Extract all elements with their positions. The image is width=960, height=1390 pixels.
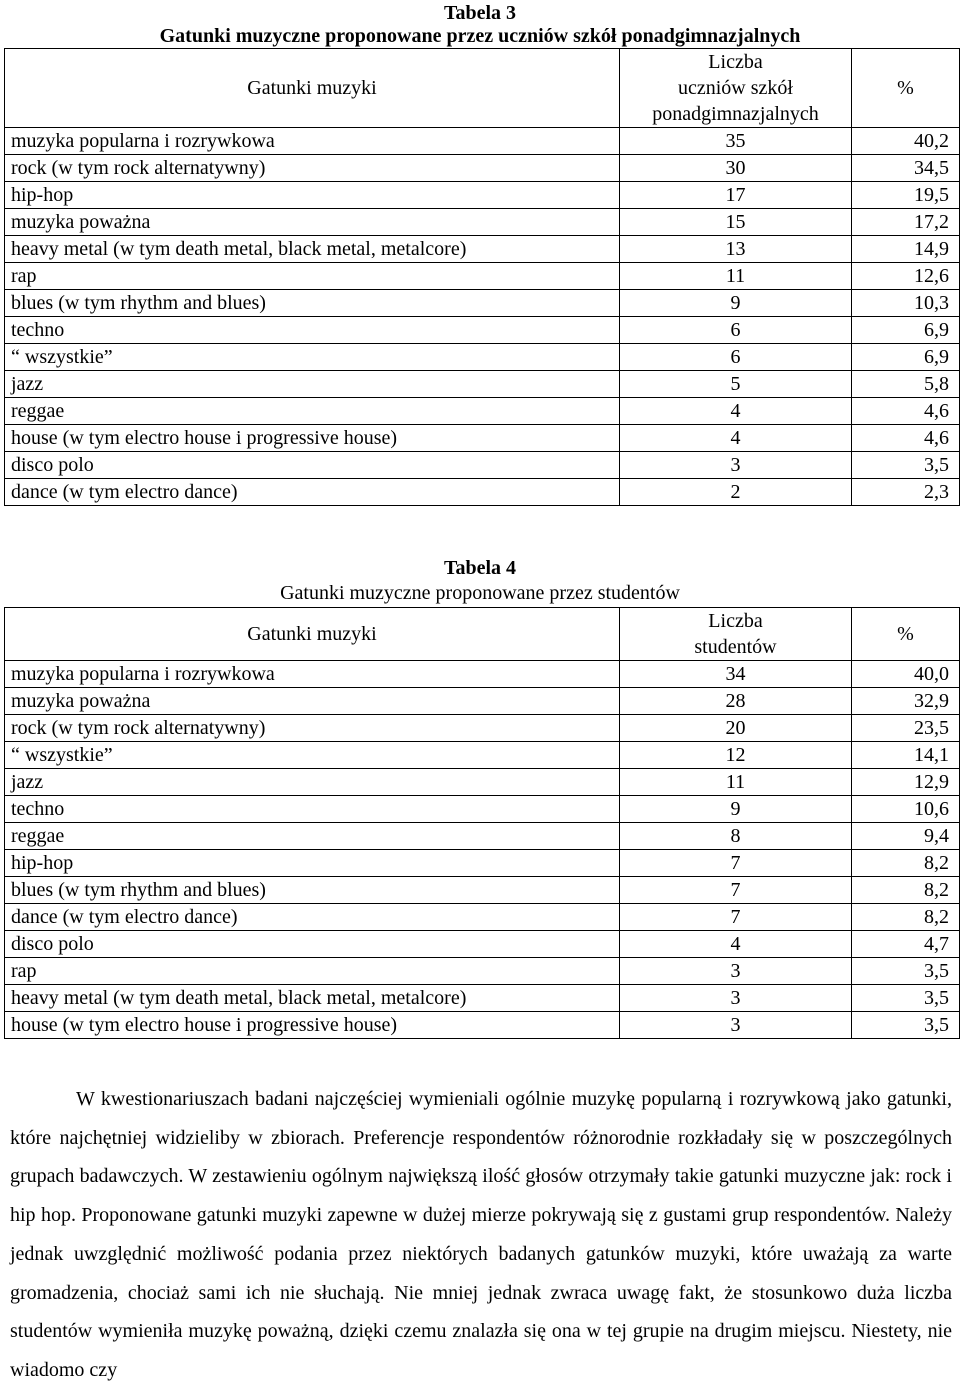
count-cell: 17 [620, 182, 852, 209]
table4-header-count [620, 608, 852, 661]
table4-header-count-line: Liczba [708, 610, 763, 632]
count-cell: 6 [620, 344, 852, 371]
genre-cell: techno [5, 796, 620, 823]
percent-cell: 10,6 [852, 796, 960, 823]
genre-cell: “ wszystkie” [5, 344, 620, 371]
table-row [5, 661, 960, 688]
percent-cell: 14,9 [852, 236, 960, 263]
table3-header-count-line: Liczba [708, 51, 763, 73]
genre-cell: rap [5, 263, 620, 290]
table3-caption-number: Tabela 3 [443, 2, 517, 24]
table4 [4, 607, 960, 1039]
table-row [5, 769, 960, 796]
count-cell: 11 [620, 769, 852, 796]
percent-cell: 14,1 [852, 742, 960, 769]
table3-header-genre: Gatunki muzyki [5, 49, 620, 128]
genre-cell: muzyka poważna [5, 209, 620, 236]
genre-cell: house (w tym electro house i progressive house) [5, 425, 620, 452]
table-row [5, 371, 960, 398]
percent-cell: 3,5 [852, 985, 960, 1012]
table3 [4, 48, 960, 506]
table3-header-count [620, 49, 852, 128]
percent-cell: 17,2 [852, 209, 960, 236]
percent-cell: 19,5 [852, 182, 960, 209]
genre-cell: muzyka poważna [5, 688, 620, 715]
table-row [5, 236, 960, 263]
genre-cell: jazz [5, 371, 620, 398]
table-row [5, 317, 960, 344]
table3-header-count-line: ponadgimnazjalnych [652, 103, 819, 125]
genre-cell: rock (w tym rock alternatywny) [5, 155, 620, 182]
table4-caption-number: Tabela 4 [443, 557, 517, 579]
percent-cell: 40,2 [852, 128, 960, 155]
table-row [5, 182, 960, 209]
percent-cell: 12,6 [852, 263, 960, 290]
count-cell: 4 [620, 398, 852, 425]
count-cell: 20 [620, 715, 852, 742]
genre-cell: heavy metal (w tym death metal, black metal, metalcore) [5, 236, 620, 263]
percent-cell: 8,2 [852, 877, 960, 904]
table-row [5, 479, 960, 506]
genre-cell: hip-hop [5, 182, 620, 209]
percent-cell: 40,0 [852, 661, 960, 688]
percent-cell: 12,9 [852, 769, 960, 796]
percent-cell: 3,5 [852, 1012, 960, 1039]
table-row [5, 263, 960, 290]
count-cell: 28 [620, 688, 852, 715]
table4-header-genre: Gatunki muzyki [5, 608, 620, 661]
genre-cell: blues (w tym rhythm and blues) [5, 877, 620, 904]
table-row [5, 452, 960, 479]
count-cell: 15 [620, 209, 852, 236]
table3-header-row [5, 49, 960, 128]
percent-cell: 2,3 [852, 479, 960, 506]
count-cell: 4 [620, 931, 852, 958]
table-row [5, 958, 960, 985]
table-row [5, 796, 960, 823]
genre-cell: disco polo [5, 452, 620, 479]
count-cell: 13 [620, 236, 852, 263]
genre-cell: jazz [5, 769, 620, 796]
percent-cell: 4,6 [852, 398, 960, 425]
percent-cell: 4,6 [852, 425, 960, 452]
genre-cell: dance (w tym electro dance) [5, 479, 620, 506]
genre-cell: techno [5, 317, 620, 344]
count-cell: 9 [620, 290, 852, 317]
count-cell: 11 [620, 263, 852, 290]
percent-cell: 3,5 [852, 452, 960, 479]
genre-cell: reggae [5, 398, 620, 425]
percent-cell: 32,9 [852, 688, 960, 715]
table-row [5, 877, 960, 904]
count-cell: 2 [620, 479, 852, 506]
genre-cell: house (w tym electro house i progressive house) [5, 1012, 620, 1039]
percent-cell: 23,5 [852, 715, 960, 742]
table-row [5, 823, 960, 850]
count-cell: 5 [620, 371, 852, 398]
table4-header-percent: % [852, 608, 960, 661]
count-cell: 3 [620, 985, 852, 1012]
percent-cell: 34,5 [852, 155, 960, 182]
table-row [5, 688, 960, 715]
count-cell: 6 [620, 317, 852, 344]
count-cell: 9 [620, 796, 852, 823]
table-row [5, 715, 960, 742]
table3-header-count-line: uczniów szkół [678, 77, 793, 99]
table4-header-count-line: studentów [694, 636, 777, 658]
genre-cell: muzyka popularna i rozrywkowa [5, 661, 620, 688]
percent-cell: 5,8 [852, 371, 960, 398]
percent-cell: 8,2 [852, 904, 960, 931]
table3-header-percent: % [852, 49, 960, 128]
table-row [5, 290, 960, 317]
count-cell: 3 [620, 452, 852, 479]
genre-cell: rock (w tym rock alternatywny) [5, 715, 620, 742]
count-cell: 4 [620, 425, 852, 452]
genre-cell: dance (w tym electro dance) [5, 904, 620, 931]
count-cell: 7 [620, 904, 852, 931]
table4-body [5, 661, 960, 1039]
table-row [5, 155, 960, 182]
percent-cell: 6,9 [852, 344, 960, 371]
count-cell: 7 [620, 850, 852, 877]
genre-cell: “ wszystkie” [5, 742, 620, 769]
genre-cell: reggae [5, 823, 620, 850]
percent-cell: 6,9 [852, 317, 960, 344]
table-row [5, 742, 960, 769]
genre-cell: muzyka popularna i rozrywkowa [5, 128, 620, 155]
table-row [5, 985, 960, 1012]
table-row [5, 425, 960, 452]
count-cell: 3 [620, 958, 852, 985]
table4-header-row [5, 608, 960, 661]
genre-cell: heavy metal (w tym death metal, black metal, metalcore) [5, 985, 620, 1012]
table-row [5, 850, 960, 877]
table-row [5, 931, 960, 958]
count-cell: 35 [620, 128, 852, 155]
body-paragraph: W kwestionariuszach badani najczęściej wymieniali ogólnie muzykę popularną i rozrywkową jako gatunki, które najchętniej widzieliby w zbiorach. Preferencje respondentów różnorodnie rozkładały się w poszczególnych grupach badawczych. W zestawieniu ogólnym największą ilość głosów otrzymały takie gatunki muzyczne jak: rock i hip hop. Proponowane gatunki muzyki zapewne w dużej mierze pokrywają się z gustami grup respondentów. Należy jednak uwzględnić możliwość podania przez niektórych badanych gatunków muzyki, które uważają za warte gromadzenia, chociaż sami ich nie słuchają. Nie mniej jednak zwraca uwagę fakt, że stosunkowo duża liczba studentów wymieniła muzykę poważną, dzięki czemu znalazła się ona w tej grupie na drugim miejscu. Niestety, nie wiadomo czy [10, 1088, 952, 1381]
percent-cell: 10,3 [852, 290, 960, 317]
percent-cell: 3,5 [852, 958, 960, 985]
table-row [5, 209, 960, 236]
genre-cell: rap [5, 958, 620, 985]
genre-cell: blues (w tym rhythm and blues) [5, 290, 620, 317]
table4-caption-title: Gatunki muzyczne proponowane przez studentów [280, 582, 680, 604]
genre-cell: disco polo [5, 931, 620, 958]
table-row [5, 1012, 960, 1039]
count-cell: 34 [620, 661, 852, 688]
count-cell: 7 [620, 877, 852, 904]
percent-cell: 4,7 [852, 931, 960, 958]
percent-cell: 9,4 [852, 823, 960, 850]
table-row [5, 128, 960, 155]
count-cell: 30 [620, 155, 852, 182]
table-row [5, 344, 960, 371]
table3-caption-title: Gatunki muzyczne proponowane przez uczniów szkół ponadgimnazjalnych [159, 25, 801, 47]
count-cell: 3 [620, 1012, 852, 1039]
count-cell: 8 [620, 823, 852, 850]
table-row [5, 904, 960, 931]
percent-cell: 8,2 [852, 850, 960, 877]
count-cell: 12 [620, 742, 852, 769]
genre-cell: hip-hop [5, 850, 620, 877]
table3-body [5, 128, 960, 506]
table-row [5, 398, 960, 425]
